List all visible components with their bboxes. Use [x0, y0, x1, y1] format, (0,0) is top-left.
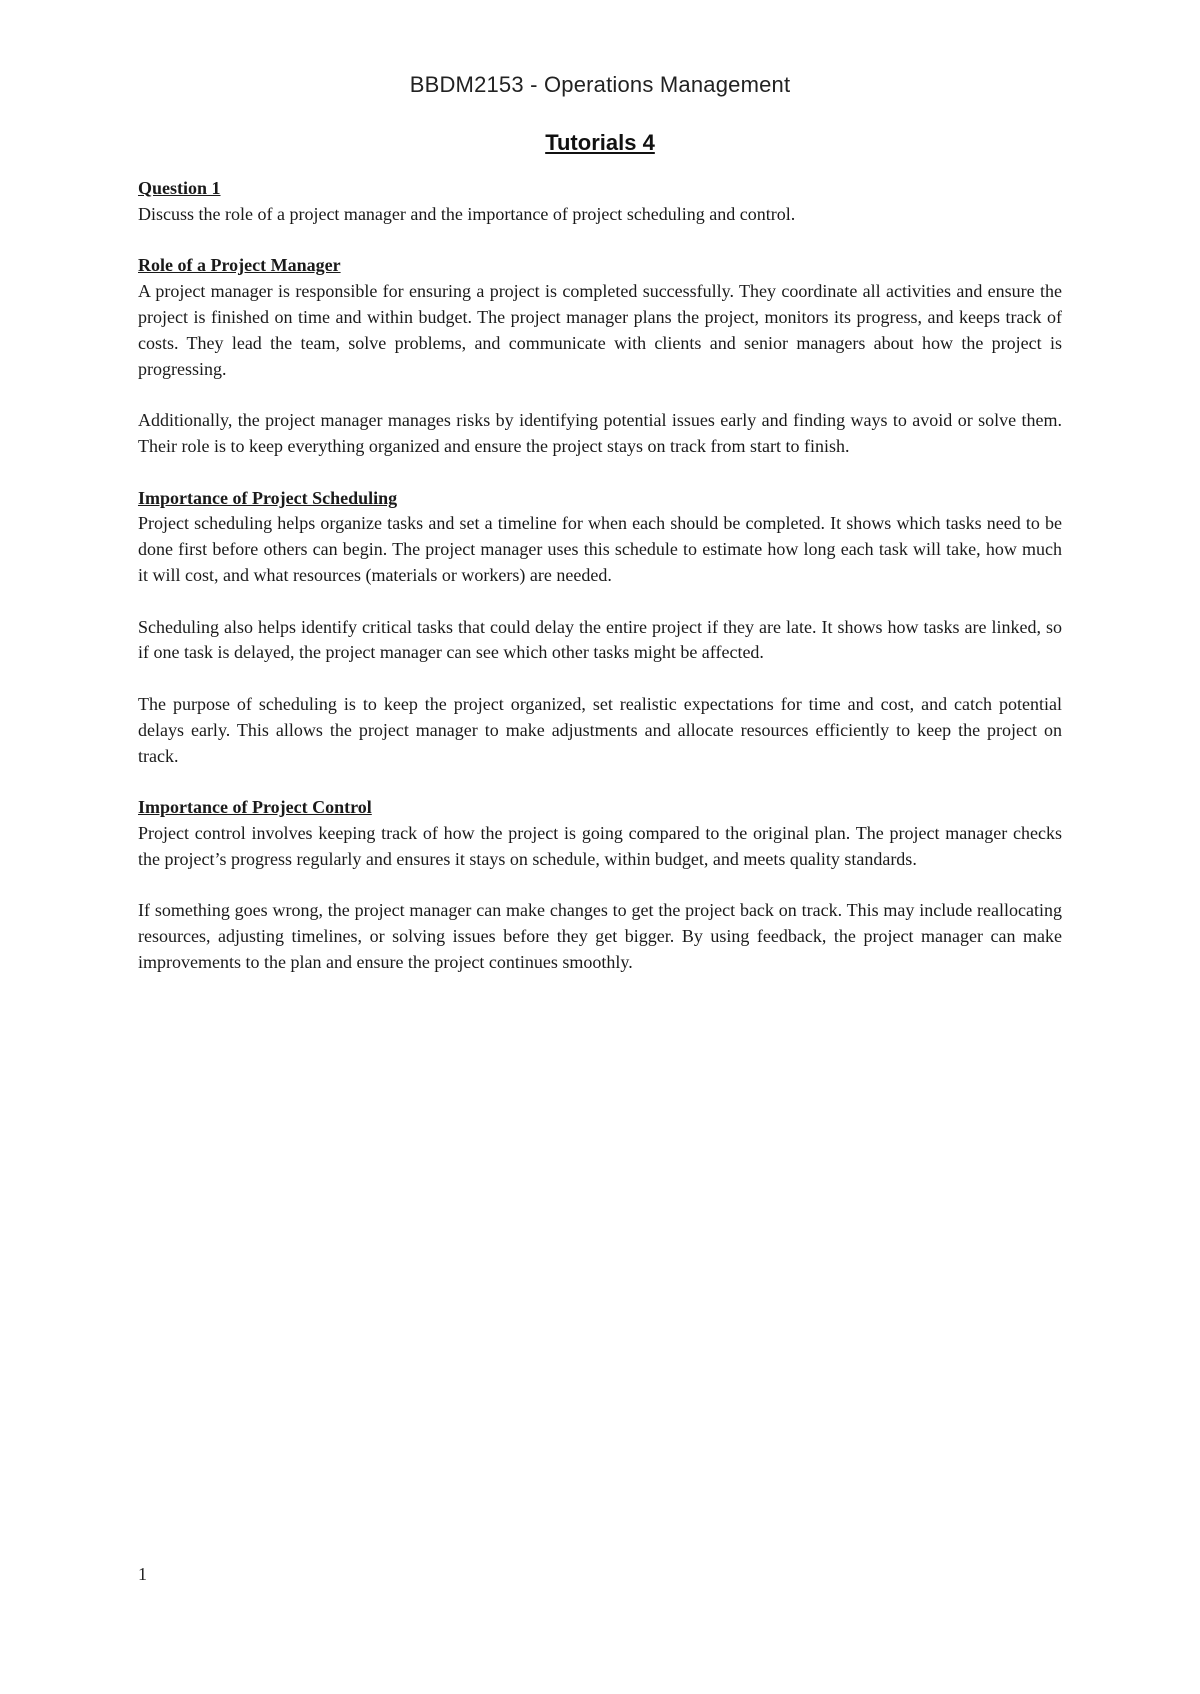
course-header: BBDM2153 - Operations Management	[409, 72, 791, 97]
paragraph: Project scheduling helps organize tasks and set a timeline for when each should be completed. It shows which tasks need to be done first before others can begin. The project manager uses this schedule to estimate how long each task will take, how much it will cost, and what resources (materials or workers) are needed.	[138, 513, 1062, 585]
paragraph: The purpose of scheduling is to keep the project organized, set realistic expectations for time and cost, and catch potential delays early. This allows the project manager to make adjustments and allocate resources efficiently to keep the project on track.	[138, 693, 1062, 766]
paragraph: Additionally, the project manager manages risks by identifying potential issues early and finding ways to avoid or solve them. Their role is to keep everything organized and ensure the project stays on track from start to finish.	[138, 410, 1062, 456]
section-heading-scheduling: Importance of Project Scheduling	[138, 487, 398, 508]
paragraph: Project control involves keeping track of how the project is going compared to the original plan. The project manager checks the project’s progress regularly and ensures it stays on schedule, within budget, and meets quality standards.	[138, 822, 1062, 869]
document-body	[138, 176, 1062, 976]
document-title: Tutorials 4	[545, 130, 655, 155]
question-label: Question 1	[138, 178, 221, 198]
section-heading-role: Role of a Project Manager	[138, 255, 341, 276]
section-heading-control: Importance of Project Control	[138, 797, 372, 818]
paragraph: Scheduling also helps identify critical tasks that could delay the entire project if they are late. It shows how tasks are linked, so if one task is delayed, the project manager can see which other tasks might be affected.	[138, 616, 1062, 663]
paragraph: A project manager is responsible for ensuring a project is completed successfully. They coordinate all activities and ensure the project is finished on time and within budget. The project manager plans the project, monitors its progress, and keeps track of costs. They lead the team, solve problems, and communicate with clients and senior managers about how the project is progressing.	[138, 281, 1062, 379]
page-number: 1	[138, 1564, 147, 1584]
paragraph: If something goes wrong, the project manager can make changes to get the project back on track. This may include reallocating resources, adjusting timelines, or solving issues before they get bigger. By using feedback, the project manager can make improvements to the plan and ensure the project continues smoothly.	[138, 900, 1062, 972]
question-text: Discuss the role of a project manager and the importance of project scheduling and control.	[138, 203, 796, 224]
